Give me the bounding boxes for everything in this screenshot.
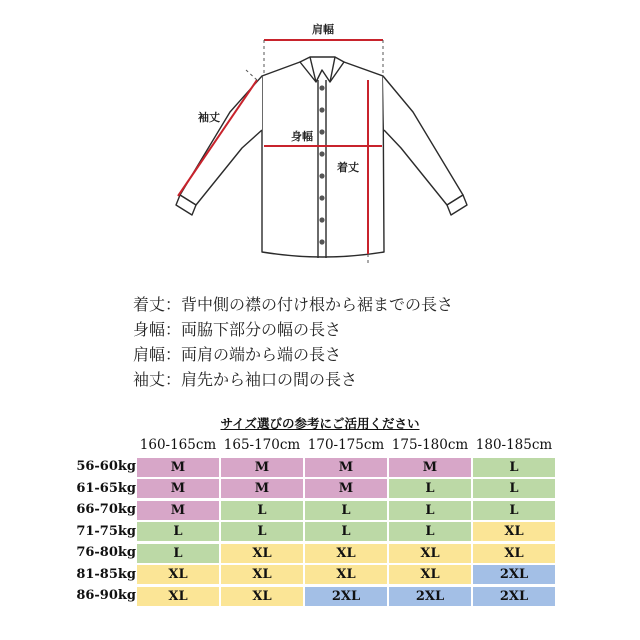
size-cell: XL <box>137 587 219 606</box>
column-header: 165-170cm <box>223 437 301 453</box>
size-cell: 2XL <box>473 565 555 584</box>
size-cell: 2XL <box>473 587 555 606</box>
size-cell: M <box>221 479 303 498</box>
row-header: 86-90kg <box>76 588 136 603</box>
size-cell: L <box>389 522 471 541</box>
size-cell: XL <box>473 544 555 563</box>
size-cell: M <box>137 479 219 498</box>
measurement-definitions <box>133 292 553 392</box>
definition-text: 両肩の端から端の長さ <box>181 345 342 364</box>
definition-separator: ： <box>165 295 182 314</box>
size-cell: M <box>137 458 219 477</box>
size-cell: XL <box>221 544 303 563</box>
row-header: 71-75kg <box>76 523 136 539</box>
definition-term: 着丈 <box>133 295 166 314</box>
definition-line <box>133 317 553 342</box>
size-cell: L <box>305 522 387 541</box>
size-cell: L <box>389 501 471 520</box>
definition-text: 肩先から袖口の間の長さ <box>181 370 358 389</box>
size-cell: L <box>473 479 555 498</box>
definition-line <box>133 292 553 317</box>
size-cell: XL <box>305 565 387 584</box>
definition-line <box>133 367 553 392</box>
size-cell: L <box>389 479 471 498</box>
size-cell: L <box>137 522 219 541</box>
definition-term: 肩幅 <box>133 345 166 364</box>
size-cell: XL <box>473 522 555 541</box>
size-cell: XL <box>137 565 219 584</box>
size-cell: M <box>389 458 471 477</box>
column-header: 180-185cm <box>475 437 553 453</box>
row-header: 56-60kg <box>76 459 136 474</box>
row-header: 61-65kg <box>76 480 136 496</box>
row-header: 76-80kg <box>76 545 136 560</box>
definition-separator: ： <box>165 320 182 339</box>
shirt-measurement-diagram <box>0 0 640 280</box>
row-header: 81-85kg <box>76 566 136 582</box>
size-cell: L <box>221 522 303 541</box>
body-width-label: 身幅 <box>291 130 313 143</box>
size-cell: L <box>473 501 555 520</box>
definition-term: 身幅 <box>133 320 166 339</box>
size-cell: L <box>305 501 387 520</box>
length-label: 着丈 <box>337 161 359 174</box>
column-header: 160-165cm <box>139 437 217 453</box>
size-cell: XL <box>305 544 387 563</box>
size-cell: XL <box>389 544 471 563</box>
column-header: 175-180cm <box>391 437 469 453</box>
size-cell: L <box>221 501 303 520</box>
size-table-title: サイズ選びの参考にご活用ください <box>220 416 420 431</box>
size-cell: M <box>221 458 303 477</box>
size-cell: M <box>305 458 387 477</box>
size-cell: 2XL <box>389 587 471 606</box>
size-cell: L <box>137 544 219 563</box>
column-header: 170-175cm <box>307 437 385 453</box>
definition-text: 背中側の襟の付け根から裾までの長さ <box>181 295 454 314</box>
size-cell: XL <box>389 565 471 584</box>
size-cell: XL <box>221 565 303 584</box>
sleeve-length-label: 袖丈 <box>198 111 220 124</box>
definition-text: 両脇下部分の幅の長さ <box>181 320 342 339</box>
size-cell: L <box>473 458 555 477</box>
size-cell: 2XL <box>305 587 387 606</box>
definition-term: 袖丈 <box>133 370 166 389</box>
size-cell: M <box>305 479 387 498</box>
size-cell: XL <box>221 587 303 606</box>
row-header: 66-70kg <box>76 502 136 517</box>
definition-line <box>133 342 553 367</box>
shoulder-width-label: 肩幅 <box>312 23 334 36</box>
definition-separator: ： <box>165 370 182 389</box>
size-cell: M <box>137 501 219 520</box>
definition-separator: ： <box>165 345 182 364</box>
